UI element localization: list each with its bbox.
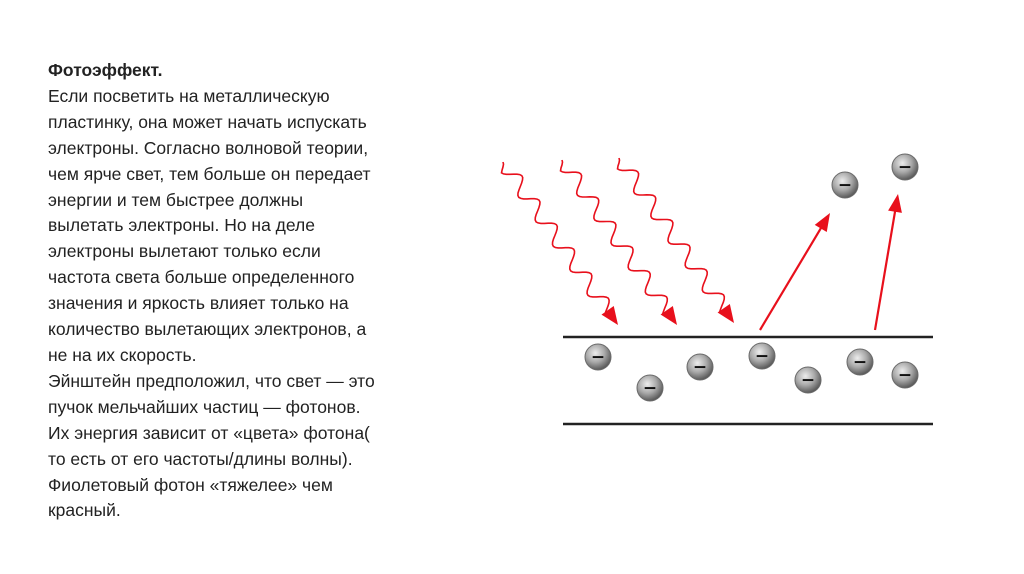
- electron-trajectory: [875, 154, 918, 330]
- photon-wave-line: [502, 162, 610, 313]
- trajectory-line: [760, 227, 822, 330]
- electron-minus-sign: −: [642, 378, 658, 399]
- trajectory-line: [875, 210, 895, 330]
- electron: [892, 154, 918, 180]
- electron-minus-sign: −: [590, 347, 606, 368]
- photon-arrowhead: [718, 304, 734, 323]
- text-line: не на их скорость.: [48, 344, 197, 365]
- text-line: то есть от его частоты/длины волны).: [48, 448, 353, 469]
- photon-arrowhead: [661, 306, 677, 325]
- text-line: частота света больше определенного: [48, 267, 355, 288]
- text-line: энергии и тем быстрее должны: [48, 189, 304, 210]
- text-line: электроны вылетают только если: [48, 241, 321, 262]
- photon-wave-line: [561, 160, 668, 314]
- text-line: Эйнштейн предположил, что свет — это: [48, 370, 375, 391]
- incoming-photons: [502, 158, 735, 325]
- electron: [847, 349, 873, 375]
- electron: [687, 354, 713, 380]
- plate-electrons: [585, 343, 918, 401]
- photon-wave: [618, 158, 735, 323]
- electron: [637, 375, 663, 401]
- electron-minus-sign: −: [692, 357, 708, 378]
- text-line: Если посветить на металлическую: [48, 85, 330, 106]
- electron: [832, 172, 858, 198]
- text-line: электроны. Согласно волновой теории,: [48, 137, 369, 158]
- photon-arrowhead: [601, 306, 618, 325]
- electron-trajectory: [760, 172, 858, 330]
- electron-minus-sign: −: [897, 365, 913, 386]
- text-line: красный.: [48, 500, 121, 521]
- electron: [749, 343, 775, 369]
- text-line: количество вылетающих электронов, а: [48, 319, 367, 340]
- text-line: Их энергия зависит от «цвета» фотона(: [48, 422, 370, 443]
- electron-minus-sign: −: [852, 352, 868, 373]
- electron-minus-sign: −: [837, 175, 853, 196]
- text-line: пучок мельчайших частиц — фотонов.: [48, 396, 361, 417]
- electron-minus-sign: −: [800, 370, 816, 391]
- text-line: пластинку, она может начать испускать: [48, 111, 367, 132]
- photon-wave-line: [618, 158, 725, 312]
- text-line: чем ярче свет, тем больше он передает: [48, 163, 371, 184]
- text-line: значения и яркость влияет только на: [48, 293, 349, 314]
- electron: [892, 362, 918, 388]
- electron-minus-sign: −: [897, 157, 913, 178]
- text-line: вылетать электроны. Но на деле: [48, 215, 315, 236]
- photon-wave: [502, 162, 619, 325]
- emitted-electrons: [760, 154, 918, 330]
- electron: [585, 344, 611, 370]
- trajectory-arrowhead: [815, 213, 830, 232]
- slide-title: Фотоэффект.: [48, 60, 163, 80]
- electron: [795, 367, 821, 393]
- photon-wave: [561, 160, 678, 325]
- trajectory-arrowhead: [888, 194, 902, 213]
- text-line: Фиолетовый фотон «тяжелее» чем: [48, 474, 333, 495]
- electron-minus-sign: −: [754, 346, 770, 367]
